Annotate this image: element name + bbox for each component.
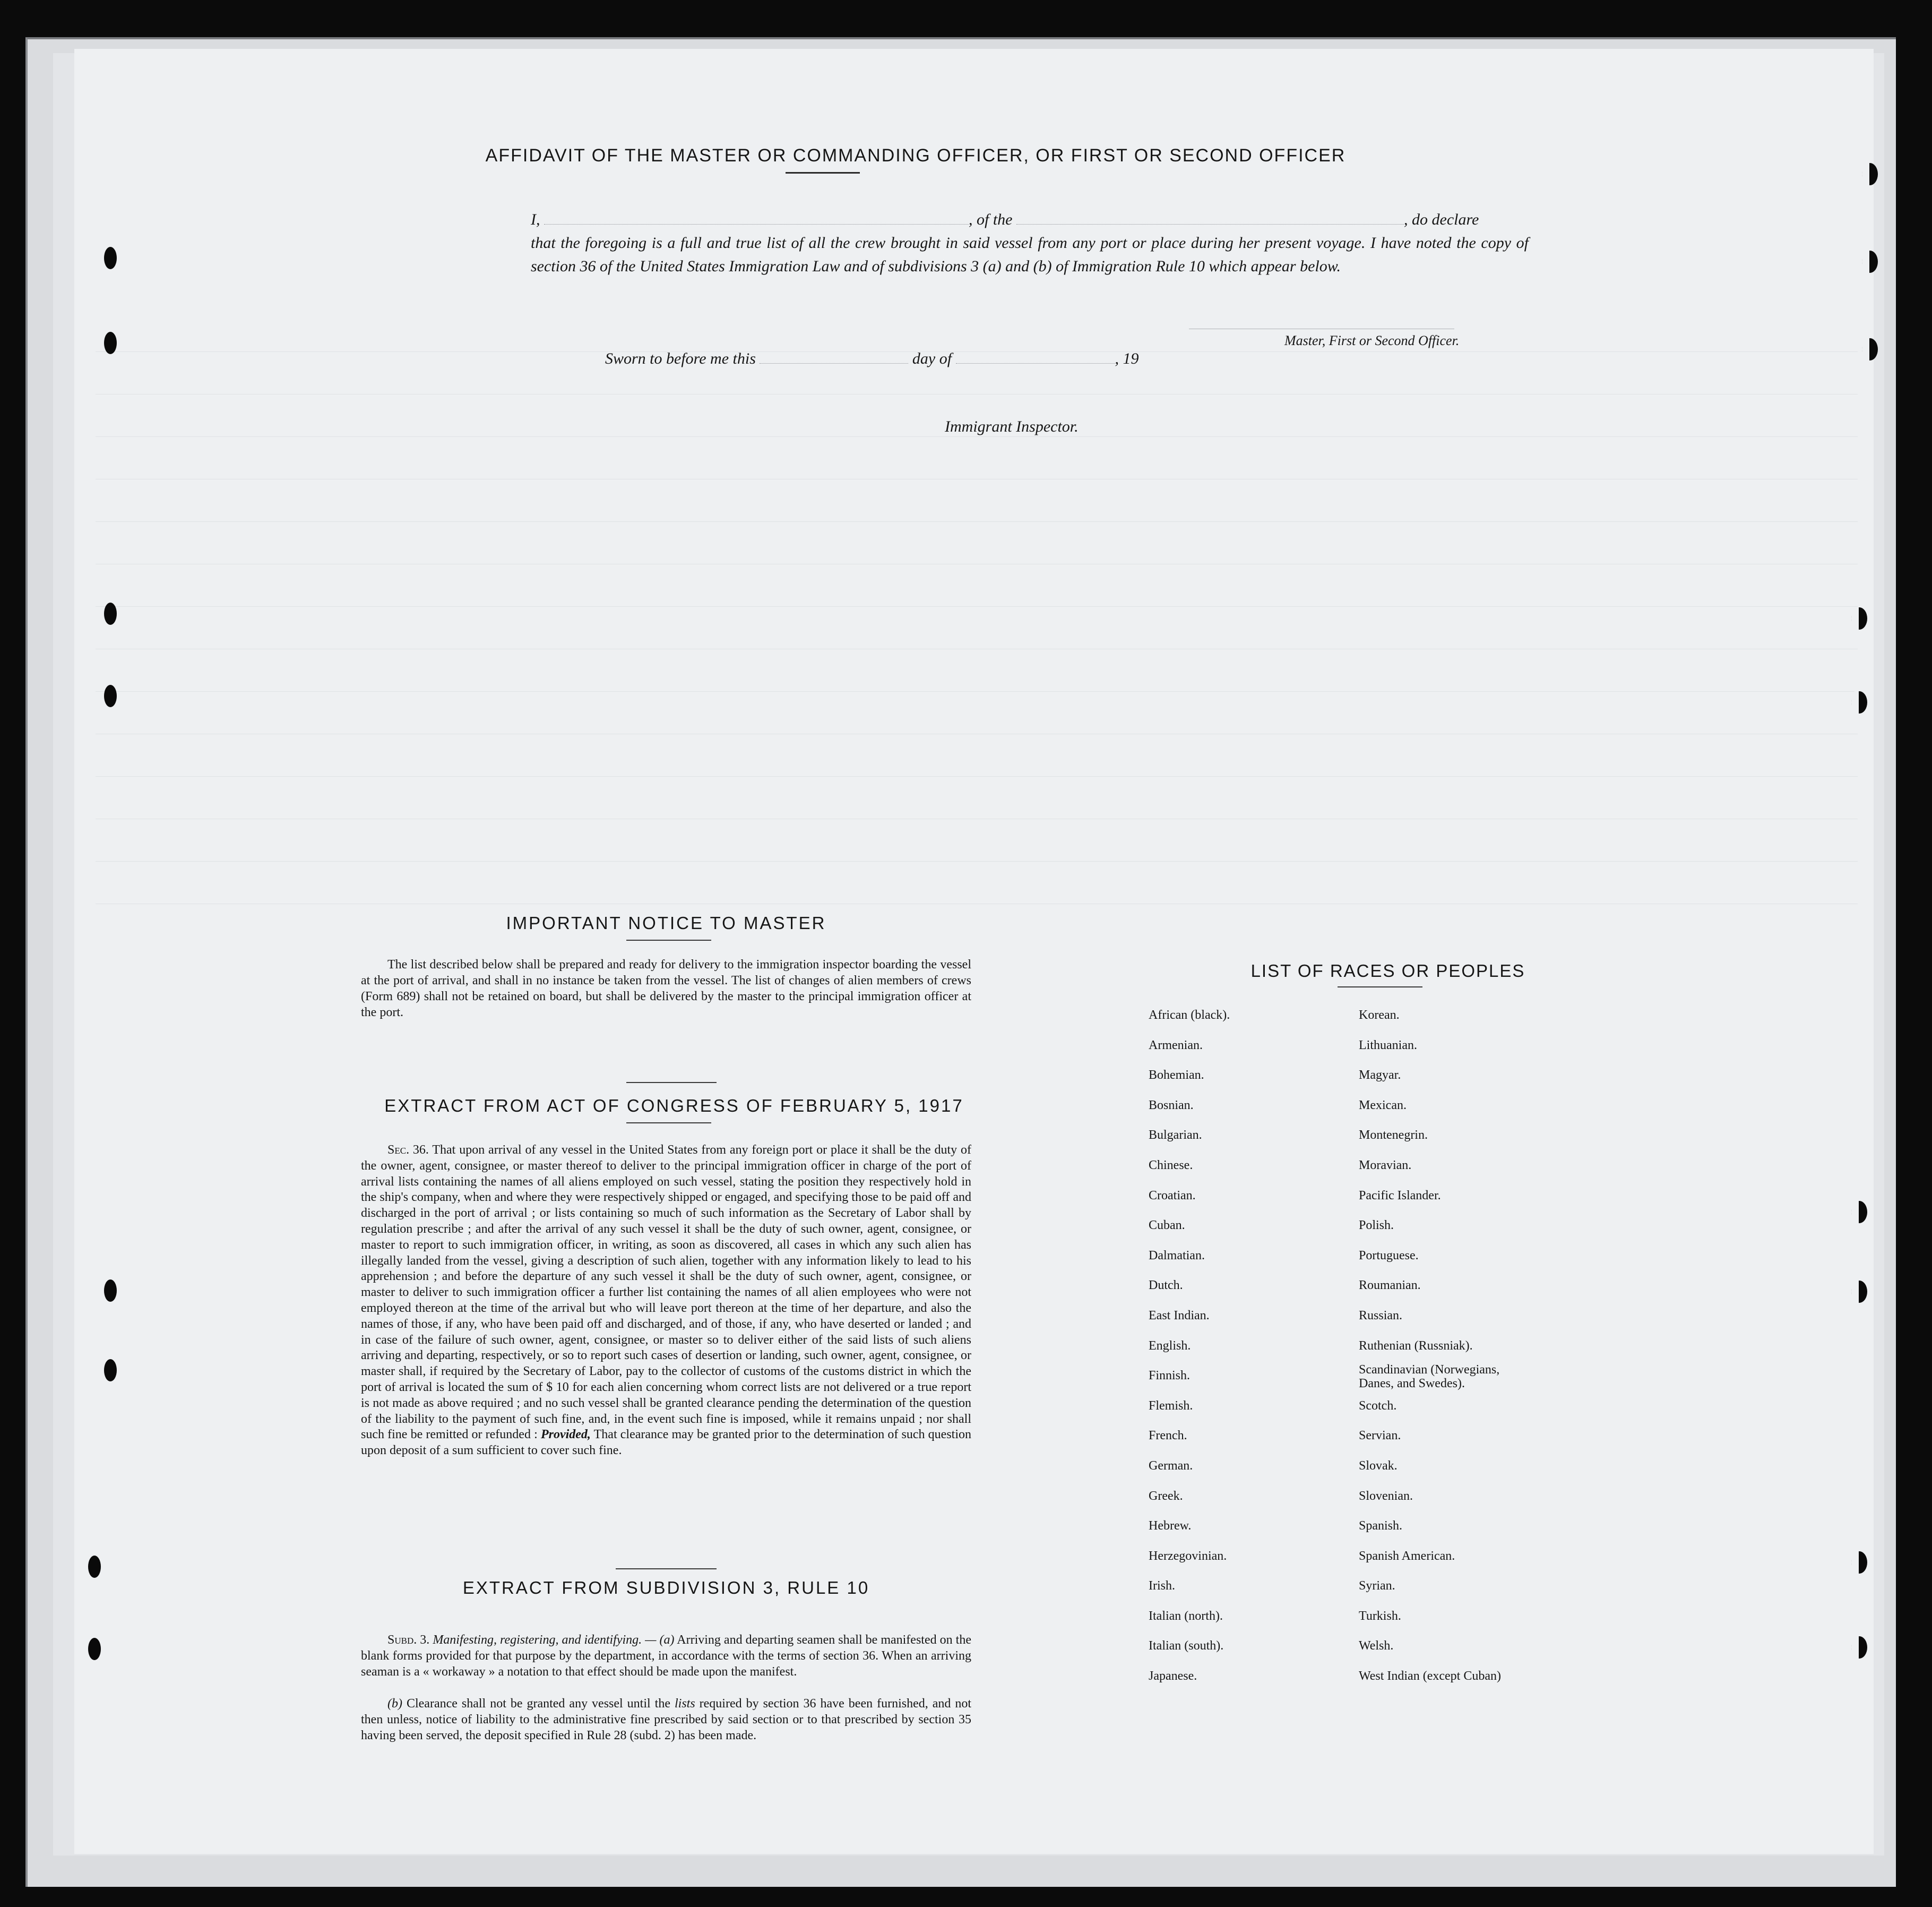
punch-hole bbox=[1862, 338, 1878, 360]
act-body bbox=[361, 1143, 971, 1459]
race-item: Dutch. bbox=[1149, 1278, 1183, 1293]
title-underline bbox=[786, 172, 860, 174]
punch-hole bbox=[104, 1279, 117, 1302]
bleed-line bbox=[96, 691, 1858, 692]
race-item: Finnish. bbox=[1149, 1369, 1191, 1383]
race-item: Greek. bbox=[1149, 1489, 1183, 1503]
races-column-2 bbox=[1359, 1000, 1534, 1691]
race-item: Servian. bbox=[1359, 1429, 1401, 1443]
rule-subd-heading: Manifesting, registering, and identifying. — (a) bbox=[433, 1633, 675, 1647]
race-item: Portuguese. bbox=[1359, 1248, 1419, 1262]
sworn-start: Sworn to before me this bbox=[605, 350, 756, 367]
race-item: Magyar. bbox=[1359, 1068, 1401, 1083]
affidavit-title: AFFIDAVIT OF THE MASTER OR COMMANDING OFFICER, OR FIRST OR SECOND OFFICER bbox=[485, 145, 1346, 166]
punch-hole bbox=[1851, 1281, 1867, 1303]
act-divider bbox=[616, 1568, 717, 1569]
race-item: Cuban. bbox=[1149, 1218, 1185, 1233]
races-underline bbox=[1338, 986, 1422, 987]
race-item: Lithuanian. bbox=[1359, 1038, 1417, 1052]
act-underline bbox=[626, 1122, 711, 1123]
race-item: Montenegrin. bbox=[1359, 1128, 1428, 1143]
bleed-line bbox=[96, 521, 1858, 522]
inspector-label: Immigrant Inspector. bbox=[945, 418, 1079, 435]
race-item: English. bbox=[1149, 1338, 1191, 1353]
sworn-date-blank bbox=[760, 363, 908, 364]
race-item: Bohemian. bbox=[1149, 1068, 1204, 1083]
punch-hole bbox=[104, 247, 117, 269]
affidavit-line1-mid: , of the bbox=[969, 211, 1013, 228]
race-item: Polish. bbox=[1359, 1218, 1394, 1233]
race-item: Welsh. bbox=[1359, 1639, 1394, 1653]
punch-hole bbox=[104, 603, 117, 625]
notice-title: IMPORTANT NOTICE TO MASTER bbox=[506, 913, 826, 933]
races-column-1 bbox=[1149, 1000, 1230, 1691]
race-item: Korean. bbox=[1359, 1008, 1400, 1022]
punch-hole bbox=[104, 685, 117, 707]
sworn-line bbox=[605, 347, 1139, 371]
rule-subd-label: Subd. 3. bbox=[387, 1633, 430, 1647]
bleed-line bbox=[96, 606, 1858, 607]
affidavit-body: that the foregoing is a full and true list of all the crew brought in said vessel from any port or place during her present voyage. I have noted the copy of section 36 of the United States Immigration Law and of subdivisions 3 (a) and (b) of Immigration Rule 10 which appear below. bbox=[531, 234, 1529, 275]
race-item: Flemish. bbox=[1149, 1398, 1193, 1413]
race-item: German. bbox=[1149, 1458, 1193, 1473]
race-item: Moravian. bbox=[1359, 1158, 1412, 1172]
name-blank bbox=[544, 224, 969, 225]
act-text: That upon arrival of any vessel in the United States from any foreign port or place it shall be the duty of the owner, agent, consignee, or master thereof to deliver to the principal immigration officer in charge of the port of arrival lists containing the names of all aliens employed on such vessel, stating the position they respectively hold in the ship's company, when and where they were respectively shipped or engaged, and specifying those to be paid off and discharged in the port of arrival ; or lists containing so much of such information as the Secretary of Labor shall by regulation prescribe ; and after the arrival of any such vessel it shall be the duty of such owner, agent, consignee, or master to report to such immigration officer, in writing, as soon as discovered, all cases in which any such alien has illegally landed from the vessel, giving a description of such alien, together with any information likely to lead to his apprehension ; and before the departure of any such vessel it shall be the duty of such owner, agent, consignee, or master to deliver to such immigration officer a further list containing the names of all alien employees who were not employed thereon at the time of the arrival but who will leave port thereon at the time of her departure, and also the names of those, if any, who have been paid off and discharged, and of those, if any, who have deserted or landed ; and in case of the failure of such owner, agent, consignee, or master so to deliver either of the said lists of such aliens arriving and departing, respectively, or so to report such cases of desertion or landing, such owner, agent, consignee, or master shall, if required by the Secretary of Labor, pay to the collector of customs of the customs district in which the port of arrival is located the sum of $ 10 for each alien concerning whom correct lists are not delivered or a true report is not made as above required ; and no such vessel shall be granted clearance pending the determination of the question of the liability to the payment of such fine, and, in the event such fine is imposed, while it remains unpaid ; nor shall such fine be remitted or refunded : bbox=[361, 1143, 971, 1442]
affidavit-line1-start: I, bbox=[531, 211, 540, 228]
race-item: Italian (south). bbox=[1149, 1639, 1224, 1653]
race-item: Chinese. bbox=[1149, 1158, 1193, 1172]
race-item: Irish. bbox=[1149, 1579, 1175, 1593]
punch-hole bbox=[88, 1638, 101, 1660]
race-item: East Indian. bbox=[1149, 1308, 1210, 1322]
race-item: Italian (north). bbox=[1149, 1609, 1223, 1623]
punch-hole bbox=[88, 1556, 101, 1578]
race-item: Slovenian. bbox=[1359, 1489, 1413, 1503]
race-item: African (black). bbox=[1149, 1008, 1230, 1022]
rule-b-body-2: required by section 36 have been furnished, and not then unless, notice of liability to the administrative fine prescribed by said section or to that prescribed by section 35 having been served, the deposit specified in Rule 28 (subd. 2) has been made. bbox=[361, 1697, 972, 1742]
race-item: French. bbox=[1149, 1429, 1187, 1443]
affidavit-line1-end: , do declare bbox=[1404, 211, 1479, 228]
punch-hole bbox=[1851, 1201, 1867, 1223]
race-item: Roumanian. bbox=[1359, 1278, 1421, 1293]
vessel-blank bbox=[1016, 224, 1404, 225]
rule-subd-body: Arriving and departing seamen shall be manifested on the blank forms provided for that purpose by the department, in accordance with the terms of section 36. When an arriving seaman is a « workaway » a notation to that effect should be made upon the manifest. bbox=[361, 1633, 971, 1679]
master-label: Master, First or Second Officer. bbox=[1284, 333, 1460, 348]
act-sec-label: Sec. 36. bbox=[387, 1143, 429, 1157]
race-item: Mexican. bbox=[1359, 1098, 1407, 1112]
race-item: Slovak. bbox=[1359, 1458, 1398, 1473]
punch-hole bbox=[1851, 607, 1867, 630]
race-item: Ruthenian (Russniak). bbox=[1359, 1338, 1473, 1353]
race-item: Turkish. bbox=[1359, 1609, 1401, 1623]
rule-subd-b bbox=[361, 1696, 971, 1743]
document-page bbox=[74, 49, 1874, 1854]
race-item: Japanese. bbox=[1149, 1669, 1197, 1683]
sworn-month-blank bbox=[956, 363, 1115, 364]
punch-hole bbox=[1851, 1551, 1867, 1574]
rule-subd-a bbox=[361, 1632, 971, 1680]
race-item: Dalmatian. bbox=[1149, 1248, 1205, 1262]
bleed-line bbox=[96, 861, 1858, 862]
race-item: Scandinavian (Norwegians, Danes, and Swedes). bbox=[1359, 1363, 1500, 1391]
punch-hole bbox=[104, 332, 117, 354]
rule-title: EXTRACT FROM SUBDIVISION 3, RULE 10 bbox=[462, 1578, 870, 1597]
rule-b-label: (b) bbox=[387, 1697, 402, 1711]
act-text-end: That clearance may be granted prior to the determination of such question upon deposit of a sum sufficient to cover such fine. bbox=[361, 1428, 972, 1458]
act-title: EXTRACT FROM ACT OF CONGRESS OF FEBRUARY 5, 1917 bbox=[384, 1096, 964, 1115]
affidavit-text bbox=[531, 208, 1529, 278]
punch-hole bbox=[1862, 251, 1878, 273]
race-item: Spanish. bbox=[1359, 1519, 1403, 1533]
race-item: Bulgarian. bbox=[1149, 1128, 1202, 1143]
races-title: LIST OF RACES OR PEOPLES bbox=[1250, 961, 1525, 981]
notice-divider bbox=[626, 1082, 717, 1083]
race-item: Scotch. bbox=[1359, 1398, 1397, 1413]
race-item: Russian. bbox=[1359, 1308, 1403, 1322]
punch-hole bbox=[1851, 691, 1867, 714]
notice-underline bbox=[626, 940, 711, 941]
punch-hole bbox=[1862, 163, 1878, 185]
sworn-day: day of bbox=[912, 350, 952, 367]
race-item: Spanish American. bbox=[1359, 1549, 1455, 1563]
act-provided: Provided, bbox=[540, 1428, 591, 1442]
race-item: Hebrew. bbox=[1149, 1519, 1192, 1533]
punch-hole bbox=[1851, 1636, 1867, 1659]
race-item: Pacific Islander. bbox=[1359, 1188, 1441, 1202]
race-item: West Indian (except Cuban) bbox=[1359, 1669, 1501, 1683]
notice-body: The list described below shall be prepared and ready for delivery to the immigration inspector boarding the vessel at the port of arrival, and shall in no instance be taken from the vessel. The list of changes of alien members of crews (Form 689) shall not be retained on board, but shall be delivered by the master to the principal immigration officer at the port. bbox=[361, 958, 971, 1019]
punch-hole bbox=[104, 1359, 117, 1381]
race-item: Armenian. bbox=[1149, 1038, 1203, 1052]
rule-b-body-1: Clearance shall not be granted any vessel until the bbox=[406, 1697, 670, 1711]
race-item: Bosnian. bbox=[1149, 1098, 1194, 1112]
sworn-year: , 19 bbox=[1115, 350, 1139, 367]
rule-b-lists: lists bbox=[674, 1697, 695, 1711]
race-item: Croatian. bbox=[1149, 1188, 1196, 1202]
race-item: Syrian. bbox=[1359, 1579, 1395, 1593]
race-item: Herzegovinian. bbox=[1149, 1549, 1227, 1563]
bleed-line bbox=[96, 776, 1858, 777]
